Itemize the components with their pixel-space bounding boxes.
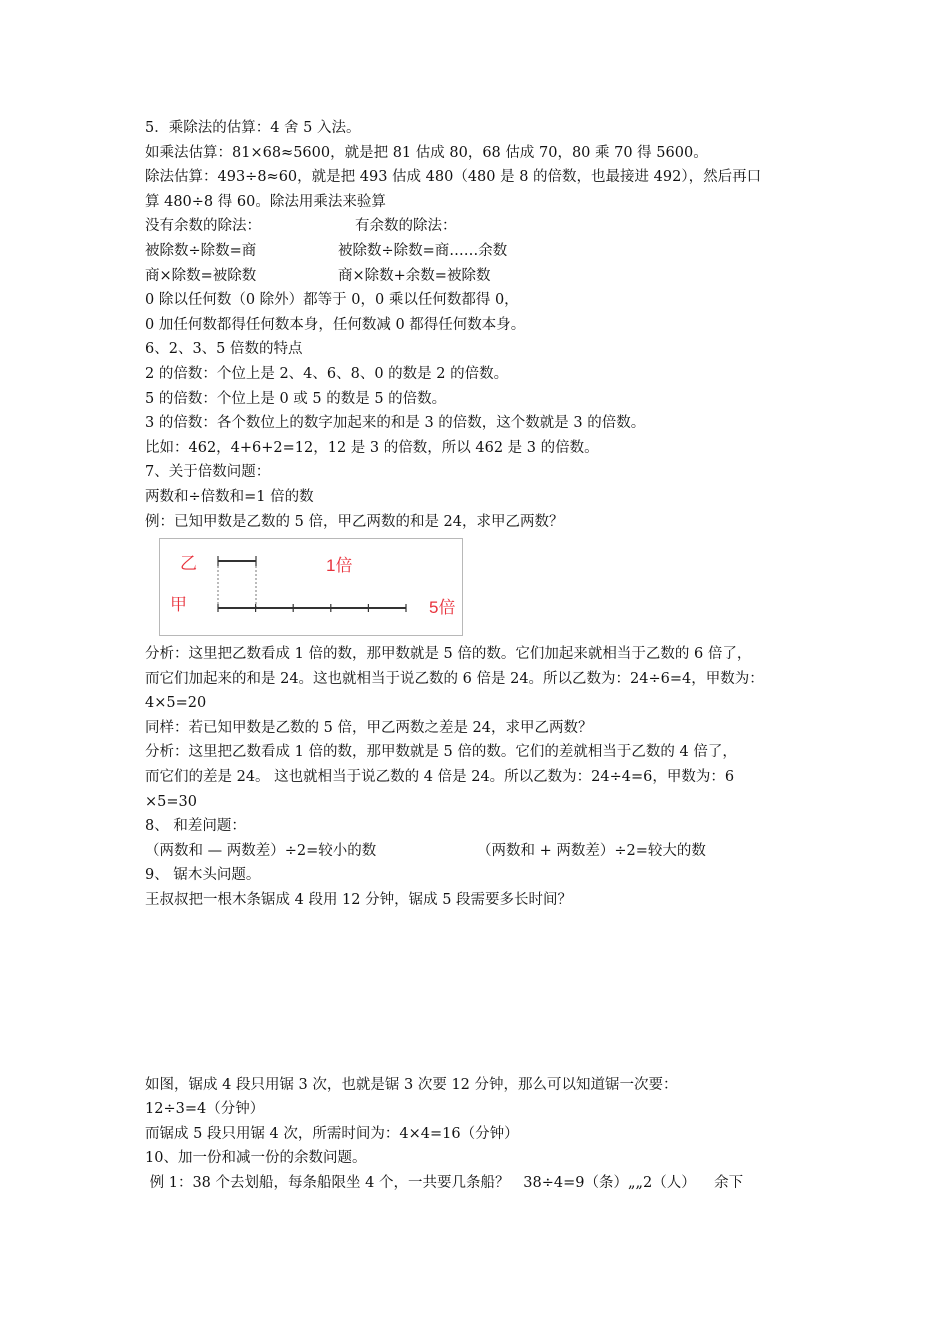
line-segment-diagram — [159, 538, 463, 636]
text-line: 而它们加起来的和是 24。这也就相当于说乙数的 6 倍是 24。所以乙数为：24÷6=4，甲数为： — [145, 670, 764, 687]
section-heading: 10、加一份和减一份的余数问题。 — [145, 1150, 367, 1167]
text-line: 除法估算：493÷8≈60，就是把 493 估成 480（480 是 8 的倍数，也最接进 492），然后再口 — [145, 169, 762, 186]
sum-diff-row — [145, 839, 810, 864]
section-heading: 7、关于倍数问题： — [145, 464, 271, 481]
text-line: 王叔叔把一根木条锯成 4 段用 12 分钟，锯成 5 段需要多长时间？ — [145, 892, 573, 909]
section-heading: 6、2、3、5 倍数的特点 — [145, 341, 303, 358]
label-yi: 乙 — [180, 554, 197, 574]
section-heading: 8、 和差问题： — [145, 818, 246, 835]
division-left: 商×除数=被除数 — [145, 267, 257, 284]
text-line: 5．乘除法的估算：4 舍 5 入法。 — [145, 120, 361, 136]
blank-space — [145, 913, 810, 1073]
text-line: 12÷3=4（分钟） — [145, 1101, 265, 1118]
text-line: 0 除以任何数（0 除外）都等于 0，0 乘以任何数都得 0， — [145, 292, 519, 309]
text-line: 如乘法估算：81×68≈5600，就是把 81 估成 80，68 估成 70，80 乘 70 得 5600。 — [145, 144, 708, 161]
sum-diff-right: （两数和 + 两数差）÷2=较大的数 — [477, 842, 706, 859]
text-line: 而锯成 5 段只用锯 4 次，所需时间为：4×4=16（分钟） — [145, 1125, 519, 1142]
text-line: 0 加任何数都得任何数本身，任何数减 0 都得任何数本身。 — [145, 316, 526, 333]
label-1bei: 1倍 — [326, 556, 353, 576]
text-line: 分析：这里把乙数看成 1 倍的数，那甲数就是 5 倍的数。它们加起来就相当于乙数的 6 倍了， — [145, 646, 752, 663]
sum-diff-left: （两数和 — 两数差）÷2=较小的数 — [145, 842, 377, 859]
text-line: 如图，锯成 4 段只用锯 3 次，也就是锯 3 次要 12 分钟，那么可以知道锯一次要： — [145, 1076, 678, 1093]
text-line: 4×5=20 — [145, 695, 207, 712]
text-line: 两数和÷倍数和=1 倍的数 — [145, 488, 314, 505]
division-right: 被除数÷除数=商……余数 — [338, 242, 508, 259]
label-jia: 甲 — [170, 595, 187, 615]
segment-diagram-svg — [160, 539, 462, 635]
division-table-row — [145, 239, 810, 264]
text-line: 分析：这里把乙数看成 1 倍的数，那甲数就是 5 倍的数。它们的差就相当于乙数的 4 倍了， — [145, 744, 737, 761]
text-line: 3 的倍数：各个数位上的数字加起来的和是 3 的倍数，这个数就是 3 的倍数。 — [145, 415, 646, 432]
label-5bei: 5倍 — [429, 598, 456, 618]
text-line: 算 480÷8 得 60。除法用乘法来验算 — [145, 193, 386, 210]
text-line: ×5=30 — [145, 793, 197, 810]
division-left: 没有余数的除法： — [145, 218, 261, 235]
division-table-row — [145, 214, 810, 239]
text-line: 同样：若已知甲数是乙数的 5 倍，甲乙两数之差是 24，求甲乙两数？ — [145, 719, 593, 736]
division-right: 有余数的除法： — [355, 218, 457, 235]
text-line: 5 的倍数：个位上是 0 或 5 的数是 5 的倍数。 — [145, 390, 447, 407]
text-line: 例：已知甲数是乙数的 5 倍，甲乙两数的和是 24，求甲乙两数？ — [145, 513, 564, 530]
text-line: 而它们的差是 24。 这也就相当于说乙数的 4 倍是 24。所以乙数为：24÷4=6，甲数为：6 — [145, 769, 735, 786]
text-line: 比如：462，4+6+2=12，12 是 3 的倍数，所以 462 是 3 的倍数。 — [145, 439, 599, 456]
division-table-row — [145, 264, 810, 289]
division-right: 商×除数+余数=被除数 — [338, 267, 491, 284]
document-body — [145, 116, 810, 1196]
text-line: 例 1：38 个去划船，每条船限坐 4 个，一共要几条船？ 38÷4=9（条）„„2（人） 余下 — [145, 1175, 744, 1191]
section-heading: 9、 锯木头问题。 — [145, 867, 261, 884]
text-line: 2 的倍数：个位上是 2、4、6、8、0 的数是 2 的倍数。 — [145, 365, 509, 382]
division-left: 被除数÷除数=商 — [145, 242, 257, 259]
